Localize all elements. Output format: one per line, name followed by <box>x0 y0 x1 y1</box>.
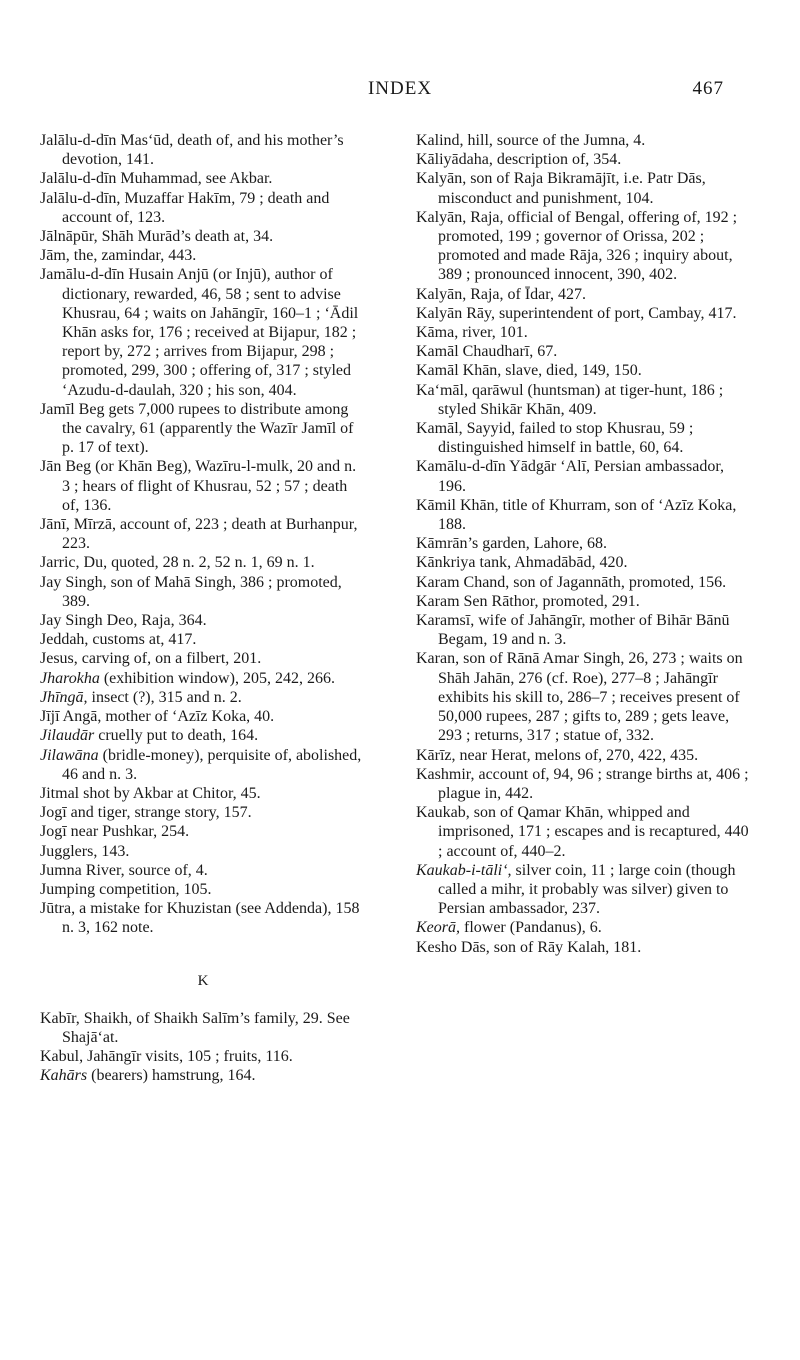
index-entry <box>40 899 367 937</box>
index-entry-term: Jilawāna <box>40 746 99 764</box>
index-entry <box>416 918 752 937</box>
index-entry <box>40 842 367 861</box>
index-entry-text: Karam Chand, son of Jagannāth, promoted, 156. <box>416 573 727 591</box>
index-entry <box>416 861 752 919</box>
index-entry-text: cruelly put to death, 164. <box>94 727 259 745</box>
index-entry-text: Kabul, Jahāngīr visits, 105 ; fruits, 116. <box>40 1048 293 1066</box>
index-entry-text: Jūtra, a mistake for Khuzistan (see Addenda), 158 n. 3, 162 note. <box>40 900 360 937</box>
index-entry-text: Kāliyādaha, description of, 354. <box>416 151 622 169</box>
index-entry-text: Kabīr, Shaikh, of Shaikh Salīm’s family, 29. See Shajā‘at. <box>40 1009 350 1046</box>
index-entry-text: Kashmir, account of, 94, 96 ; strange births at, 406 ; plague in, 442. <box>416 765 749 802</box>
index-entry-text: Ka‘māl, qarāwul (huntsman) at tiger-hunt, 186 ; styled Shikār Khān, 409. <box>416 381 724 418</box>
index-entry <box>416 342 752 361</box>
index-entry <box>40 746 367 784</box>
index-entry <box>40 131 367 169</box>
index-entry <box>40 630 367 649</box>
index-entry <box>40 265 367 399</box>
index-entry-term: Jharokha <box>40 669 100 687</box>
index-entry <box>416 169 752 207</box>
page-title: INDEX <box>367 78 433 99</box>
index-entry-text: Kāmrān’s garden, Lahore, 68. <box>416 535 608 553</box>
index-entries-k <box>416 131 752 957</box>
index-entry <box>416 150 752 169</box>
index-entry-text: Jījī Angā, mother of ‘Azīz Koka, 40. <box>40 708 275 726</box>
index-entry-text: Kamālu-d-dīn Yādgār ‘Alī, Persian ambassador, 196. <box>416 458 725 495</box>
index-entry-text: insect (?), 315 and n. 2. <box>87 688 242 706</box>
index-entry-text: Kānkriya tank, Ahmadābād, 420. <box>416 554 628 572</box>
index-entry <box>40 189 367 227</box>
index-entry <box>40 169 367 188</box>
index-entry-text: Jay Singh, son of Mahā Singh, 386 ; promoted, 389. <box>40 573 342 610</box>
section-letter-k: K <box>197 972 210 989</box>
index-entry-text: Kamāl, Sayyid, failed to stop Khusrau, 59 ; distinguished himself in battle, 60, 64. <box>416 420 694 457</box>
index-entry <box>416 457 752 495</box>
index-entry <box>40 1066 367 1085</box>
index-entry <box>40 803 367 822</box>
index-entry <box>416 208 752 285</box>
index-entry <box>416 285 752 304</box>
index-entry-text: Kāmil Khān, title of Khurram, son of ‘Azīz Koka, 188. <box>416 496 737 534</box>
index-entry <box>40 822 367 841</box>
index-entry-text: Jogī and tiger, strange story, 157. <box>40 804 252 822</box>
index-entry-text: Jānī, Mīrzā, account of, 223 ; death at Burhanpur, 223. <box>40 516 358 553</box>
index-entry-text: (exhibition window), 205, 242, 266. <box>99 669 335 687</box>
index-entry-text: Kalyān, Raja, of Īdar, 427. <box>416 285 586 303</box>
index-entry <box>40 784 367 803</box>
index-entry <box>416 803 752 861</box>
index-entry <box>40 611 367 630</box>
index-entry <box>416 592 752 611</box>
index-entry-text: Jān Beg (or Khān Beg), Wazīru-l-mulk, 20 and n. 3 ; hears of flight of Khusrau, 52 ; 57 ; death of, 136. <box>40 458 357 514</box>
index-entry-text: (bridle-money), perquisite of, abolished, 46 and n. 3. <box>62 746 362 783</box>
index-entry-text: silver coin, 11 ; large coin (though called a mihr, it probably was silver) given to Persian ambassador, 237. <box>438 861 736 918</box>
index-entry <box>416 419 752 457</box>
index-entry <box>40 707 367 726</box>
index-entry-text: Jalālu-d-dīn Mas‘ūd, death of, and his mother’s devotion, 141. <box>40 132 344 169</box>
index-entry-term: Jilaudār <box>40 727 95 745</box>
index-entry <box>40 553 367 572</box>
index-entry <box>416 361 752 380</box>
index-entry-text: Kārīz, near Herat, melons of, 270, 422, 435. <box>416 746 699 764</box>
index-entry-text: Karamsī, wife of Jahāngīr, mother of Bihār Bānū Begam, 19 and n. 3. <box>416 612 730 649</box>
index-entry <box>416 553 752 572</box>
index-entry <box>416 496 752 534</box>
index-entry <box>416 381 752 419</box>
index-entry-text: Jugglers, 143. <box>40 842 130 860</box>
index-entry <box>40 1009 367 1047</box>
index-entry-term: Jhīngā, <box>40 688 88 706</box>
index-entry-text: Kamāl Chaudharī, 67. <box>416 343 558 361</box>
index-entry <box>40 1047 367 1066</box>
index-entry <box>40 515 367 553</box>
running-header <box>0 78 800 108</box>
left-column <box>40 131 367 1086</box>
index-entry-text: Karan, son of Rānā Amar Singh, 26, 273 ; waits on Shāh Jahān, 276 (cf. Roe), 277–8 ; Jahāngīr exhibits his skill to, 286–7 ; receives present of 50,000 rupees, 287 ; gifts to, 289 ; gets leave, 293 ; returns, 317 ; statue of, 332. <box>416 650 743 745</box>
right-column <box>416 131 752 957</box>
index-entry <box>416 611 752 649</box>
index-entry-text: Kalyān, son of Raja Bikramājīt, i.e. Patr Dās, misconduct and punishment, 104. <box>416 170 706 207</box>
index-entry <box>40 669 367 688</box>
index-entry <box>416 573 752 592</box>
index-entry-text: Jesus, carving of, on a filbert, 201. <box>40 650 262 668</box>
index-entry-text: Jarric, Du, quoted, 28 n. 2, 52 n. 1, 69 n. 1. <box>40 554 315 572</box>
index-entry <box>416 304 752 323</box>
index-entry <box>40 573 367 611</box>
index-entry <box>40 246 367 265</box>
index-entries-j <box>40 131 367 938</box>
index-entry <box>40 227 367 246</box>
index-entry <box>416 649 752 745</box>
index-entry-term: Keorā, <box>416 919 460 937</box>
index-entry-text: Jay Singh Deo, Raja, 364. <box>40 612 207 630</box>
index-entry <box>416 131 752 150</box>
index-entry-text: Kalyān Rāy, superintendent of port, Cambay, 417. <box>416 304 737 322</box>
index-entry <box>416 938 752 957</box>
index-entry <box>40 400 367 458</box>
index-entry-text: Jamīl Beg gets 7,000 rupees to distribute among the cavalry, 61 (apparently the Wazīr Jamīl of p. 17 of text). <box>40 400 354 457</box>
index-entry-text: Jitmal shot by Akbar at Chitor, 45. <box>40 784 261 802</box>
index-entry <box>40 688 367 707</box>
index-entry-text: Jeddah, customs at, 417. <box>40 631 197 649</box>
index-entry-text: Jālnāpūr, Shāh Murād’s death at, 34. <box>40 228 274 246</box>
index-entries-k-start <box>40 1009 367 1086</box>
index-entry-term: Kaukab-i-tāli‘, <box>416 861 512 879</box>
index-entry <box>416 765 752 803</box>
index-entry <box>40 880 367 899</box>
index-entry <box>416 534 752 553</box>
index-entry-text: Jumping competition, 105. <box>40 880 212 898</box>
index-entry-text: (bearers) hamstrung, 164. <box>87 1067 256 1085</box>
index-entry-text: Kamāl Khān, slave, died, 149, 150. <box>416 362 642 380</box>
index-entry-text: Kāma, river, 101. <box>416 324 528 342</box>
index-entry-text: Karam Sen Rāthor, promoted, 291. <box>416 592 640 610</box>
index-entry-text: Kalyān, Raja, official of Bengal, offering of, 192 ; promoted, 199 ; governor of Orissa, 202 ; promoted and made Rāja, 326 ; inquiry about, 389 ; pronounced innocent, 390, 402. <box>416 208 738 284</box>
index-entry-text: Jamālu-d-dīn Husain Anjū (or Injū), author of dictionary, rewarded, 46, 58 ; sent to advise Khusrau, 64 ; waits on Jahāngīr, 160–1 ; ‘Ādil Khān asks for, 176 ; received at Bijapur, 182 ; report by, 272 ; arrives from Bijapur, 298 ; promoted, 299, 300 ; offering of, 317 ; styled ‘Azudu-d-daulah, 320 ; his son, 404. <box>40 266 359 399</box>
index-entry-text: Jalālu-d-dīn, Muzaffar Hakīm, 79 ; death and account of, 123. <box>40 189 330 226</box>
index-entry <box>40 649 367 668</box>
index-entry <box>416 746 752 765</box>
index-entry-text: Kesho Dās, son of Rāy Kalah, 181. <box>416 938 642 956</box>
index-entry <box>40 726 367 745</box>
index-entry-text: Jumna River, source of, 4. <box>40 861 208 879</box>
index-entry-term: Kahārs <box>40 1067 88 1085</box>
index-entry-text: Jogī near Pushkar, 254. <box>40 823 190 841</box>
index-entry <box>40 861 367 880</box>
page-number: 467 <box>692 78 724 99</box>
index-entry-text: Kaukab, son of Qamar Khān, whipped and imprisoned, 171 ; escapes and is recaptured, 440 ; account of, 440–2. <box>416 804 749 860</box>
index-entry-text: Jalālu-d-dīn Muhammad, see Akbar. <box>40 170 273 188</box>
index-entry-text: flower (Pandanus), 6. <box>460 919 602 937</box>
index-entry <box>40 457 367 515</box>
index-entry <box>416 323 752 342</box>
index-entry-text: Jām, the, zamindar, 443. <box>40 247 197 265</box>
index-entry-text: Kalind, hill, source of the Jumna, 4. <box>416 132 646 149</box>
